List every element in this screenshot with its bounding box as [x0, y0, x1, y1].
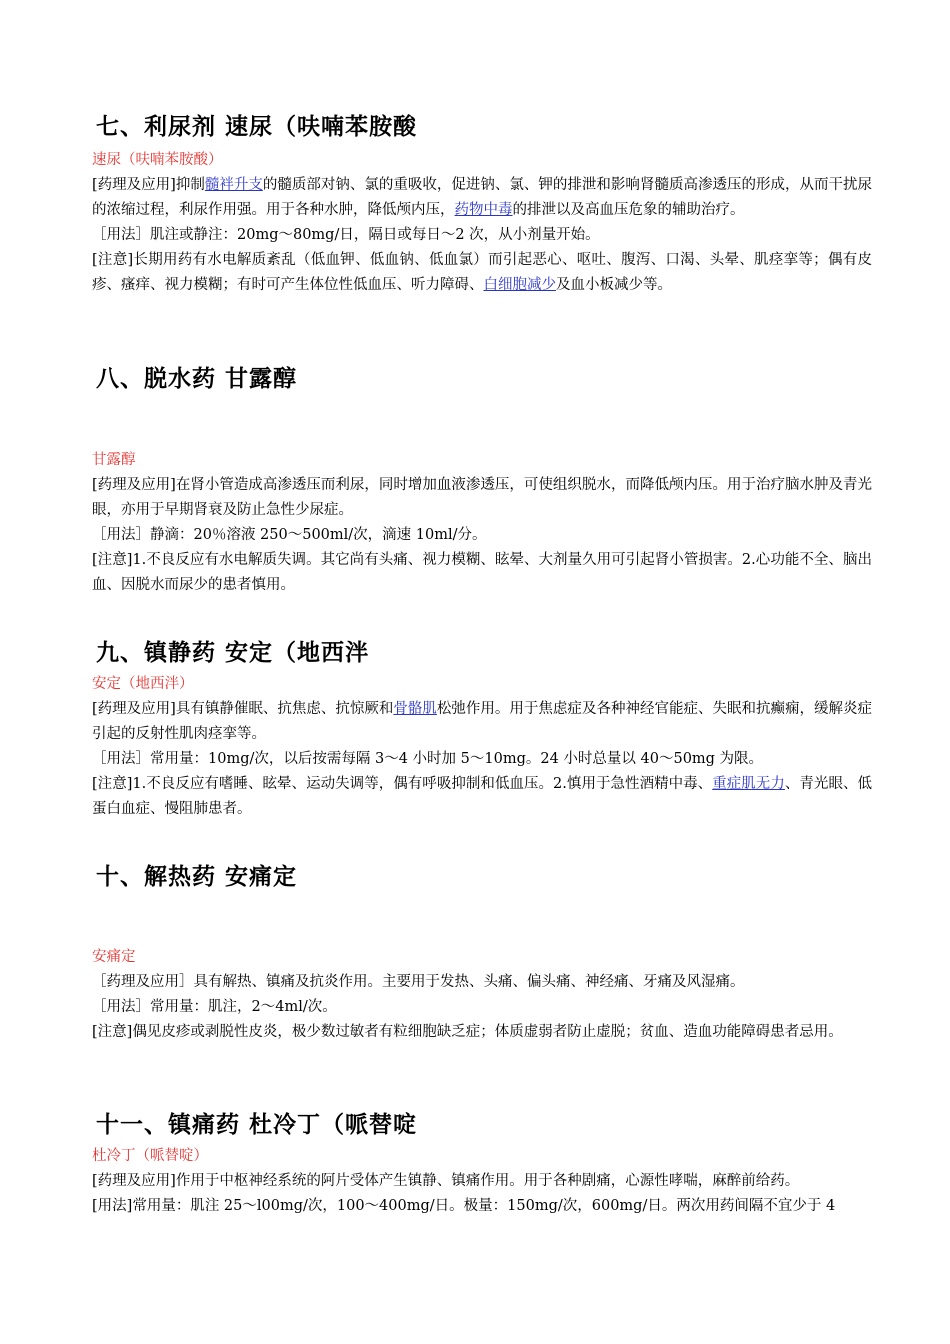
section-dehydrant-body	[92, 448, 872, 598]
text-run: 松弛作用。用于焦虑症及各种神经官能症、失眠和抗癫痫，缓解炎症引起的反射性肌肉痉挛等。	[92, 701, 873, 742]
section-analgesic-body	[92, 1144, 872, 1219]
drug-name: 安痛定	[92, 949, 136, 965]
text-run: 及血小板减少等。	[556, 277, 672, 293]
section-sedative	[92, 634, 872, 667]
text-run: 、青光眼、低蛋白血症、慢阻肺患者。	[92, 776, 873, 817]
section-analgesic	[92, 1106, 872, 1139]
pharmacology-paragraph	[92, 173, 872, 223]
caution-paragraph	[92, 772, 872, 822]
usage-paragraph: [用法]常用量：肌注 25～l00mg/次，100～400mg/日。极量：150mg/次，600mg/日。两次用药间隔不宜少于 4	[92, 1198, 836, 1214]
drug-name: 安定（地西泮）	[92, 676, 194, 692]
section-heading: 七、利尿剂 速尿（呋喃苯胺酸	[96, 114, 418, 140]
pharmacology-paragraph: ［药理及应用］具有解热、镇痛及抗炎作用。主要用于发热、头痛、偏头痛、神经痛、牙痛及风湿痛。	[92, 974, 745, 990]
section-antipyretic-body	[92, 945, 872, 1045]
usage-paragraph: ［用法］肌注或静注：20mg～80mg/日，隔日或每日～2 次，从小剂量开始。	[92, 227, 600, 243]
caution-paragraph: [注意]1.不良反应有水电解质失调。其它尚有头痛、视力模糊、眩晕、大剂量久用可引起肾小管损害。2.心功能不全、脑出血、因脱水而尿少的患者慎用。	[92, 552, 872, 593]
section-sedative-body	[92, 672, 872, 822]
section-heading: 十、解热药 安痛定	[96, 864, 298, 890]
drug-name: 甘露醇	[92, 452, 136, 468]
text-run: 的排泄以及高血压危象的辅助治疗。	[512, 202, 745, 218]
section-heading: 八、脱水药 甘露醇	[96, 366, 298, 392]
section-dehydrant	[92, 360, 872, 393]
link-myasthenia-gravis[interactable]: 重症肌无力	[712, 776, 785, 792]
text-run: [药理及应用]抑制	[92, 177, 205, 193]
text-run: 的髓质部对钠、氯的重吸收，促进钠、氯、钾的排泄和影响肾髓质高渗透压的形成，从而干扰尿的浓缩过程，利尿作用强。用于各种水肿，降低颅内压，	[92, 177, 872, 218]
section-diuretic-body	[92, 148, 872, 298]
pharmacology-paragraph: [药理及应用]在肾小管造成高渗透压而利尿，同时增加血液渗透压，可使组织脱水，而降低颅内压。用于治疗脑水肿及青光眼，亦用于早期肾衰及防止急性少尿症。	[92, 477, 872, 518]
link-loop-ascending[interactable]: 髓袢升支	[204, 177, 263, 193]
caution-paragraph: [注意]偶见皮疹或剥脱性皮炎，极少数过敏者有粒细胞缺乏症；体质虚弱者防止虚脱；贫血、造血功能障碍患者忌用。	[92, 1024, 843, 1040]
link-leukopenia[interactable]: 白细胞减少	[483, 277, 556, 293]
section-heading: 十一、镇痛药 杜冷丁（哌替啶	[96, 1112, 418, 1138]
usage-paragraph: ［用法］静滴：20％溶液 250～500ml/次，滴速 10ml/分。	[92, 527, 487, 543]
caution-paragraph	[92, 248, 872, 298]
drug-name: 杜冷丁（哌替啶）	[92, 1148, 208, 1164]
link-drug-poisoning[interactable]: 药物中毒	[454, 202, 513, 218]
section-antipyretic	[92, 858, 872, 891]
drug-name: 速尿（呋喃苯胺酸）	[92, 152, 223, 168]
text-run: [注意]长期用药有水电解质紊乱（低血钾、低血钠、低血氯）而引起恶心、呕吐、腹泻、口渴、头晕、肌痉挛等；偶有皮疹、瘙痒、视力模糊；有时可产生体位性低血压、听力障碍、	[92, 252, 872, 293]
section-heading: 九、镇静药 安定（地西泮	[96, 640, 370, 666]
usage-paragraph: ［用法］常用量：肌注，2～4ml/次。	[92, 999, 337, 1015]
section-diuretic	[92, 108, 872, 141]
text-run: [药理及应用]具有镇静催眠、抗焦虑、抗惊厥和	[92, 701, 394, 717]
pharmacology-paragraph: [药理及应用]作用于中枢神经系统的阿片受体产生镇静、镇痛作用。用于各种剧痛，心源性哮喘，麻醉前给药。	[92, 1173, 800, 1189]
usage-paragraph: ［用法］常用量：10mg/次，以后按需每隔 3～4 小时加 5～10mg。24 小时总量以 40～50mg 为限。	[92, 751, 764, 767]
pharmacology-paragraph	[92, 697, 872, 747]
text-run: [注意]1.不良反应有嗜睡、眩晕、运动失调等，偶有呼吸抑制和低血压。2.慎用于急性酒精中毒、	[92, 776, 713, 792]
link-skeletal-muscle[interactable]: 骨骼肌	[393, 701, 437, 717]
